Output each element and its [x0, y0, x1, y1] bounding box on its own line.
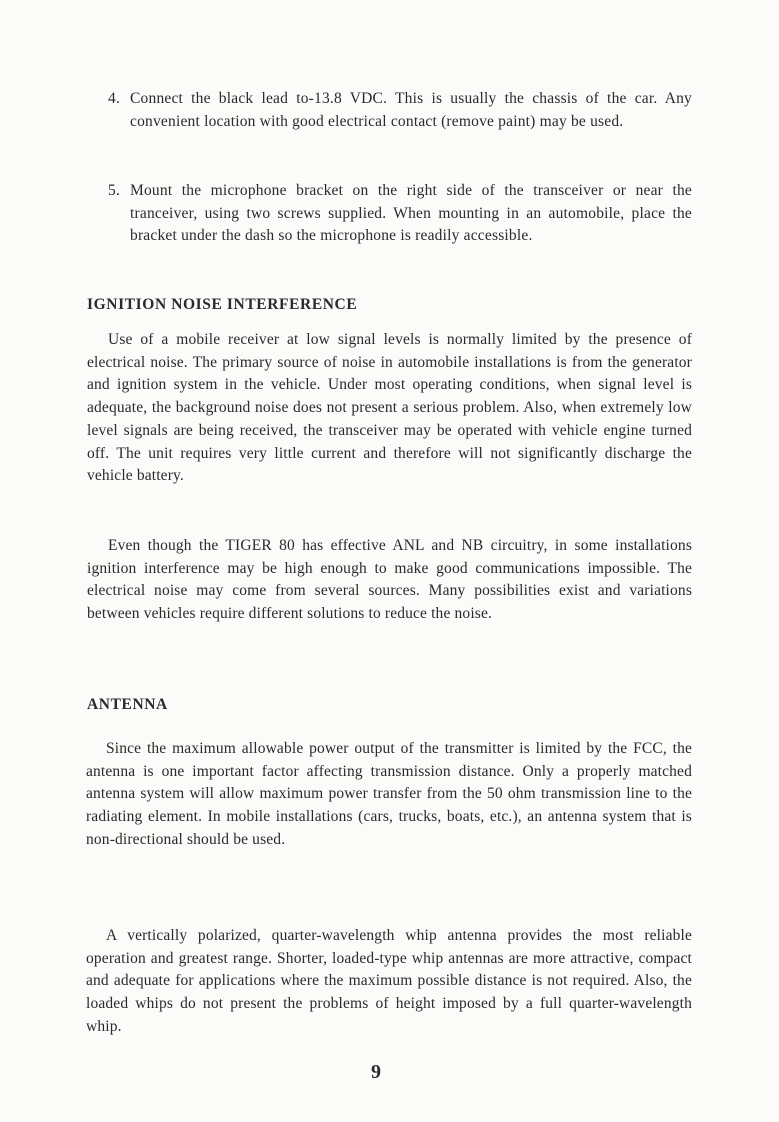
paragraph-text: A vertically polarized, quarter-wavelength whip antenna provides the most reliable operation and greatest range. Shorter, loaded-type whip antennas are more attractive, compact and adequate for applications where the maximum possible distance is not required. Also, the loaded whips do not present the problems of height imposed by a full quarter-wavelength whip. — [86, 927, 692, 1035]
list-item-number: 5. — [108, 182, 121, 199]
paragraph-text: Use of a mobile receiver at low signal levels is normally limited by the presence of electrical noise. The primary source of noise in automobile installations is from the generator and ignition system in the vehicle. Under most operating conditions, when signal level is adequate, the background noise does not present a serious problem. Also, when extremely low level signals are being received, the transceiver may be operated with vehicle engine turned off. The unit requires very little current and therefore will not significantly discharge the vehicle battery. — [87, 331, 692, 485]
paragraph-text: Even though the TIGER 80 has effective ANL and NB circuitry, in some installations ignition interference may be high enough to make good communications impossible. The electrical noise may come from several sources. Many possibilities exist and variations between vehicles require different solutions to reduce the noise. — [87, 537, 692, 623]
list-item-text: Connect the black lead to-13.8 VDC. This is usually the chassis of the car. Any convenient location with good electrical contact (remove paint) may be used. — [130, 90, 692, 130]
paragraph-antenna-2 — [86, 925, 692, 1039]
paragraph-text: Since the maximum allowable power output of the transmitter is limited by the FCC, the antenna is one important factor affecting transmission distance. Only a properly matched antenna system will allow maximum power transfer from the 50 ohm transmission line to the radiating element. In mobile installations (cars, trucks, boats, etc.), an antenna system that is non-directional should be used. — [86, 740, 692, 848]
section-heading-ignition-noise: IGNITION NOISE INTERFERENCE — [87, 296, 358, 313]
list-item-number: 4. — [108, 90, 121, 107]
paragraph-antenna-1 — [86, 738, 692, 852]
list-item — [108, 180, 692, 248]
paragraph-ignition-2 — [87, 535, 692, 626]
paragraph-ignition-1 — [87, 329, 692, 488]
list-item-text: Mount the microphone bracket on the right side of the transceiver or near the tranceiver, using two screws supplied. When mounting in an automobile, place the bracket under the dash so the microphone is readily accessible. — [130, 182, 692, 244]
section-heading-antenna: ANTENNA — [87, 696, 168, 713]
page-number: 9 — [371, 1061, 381, 1083]
list-item — [108, 88, 692, 133]
